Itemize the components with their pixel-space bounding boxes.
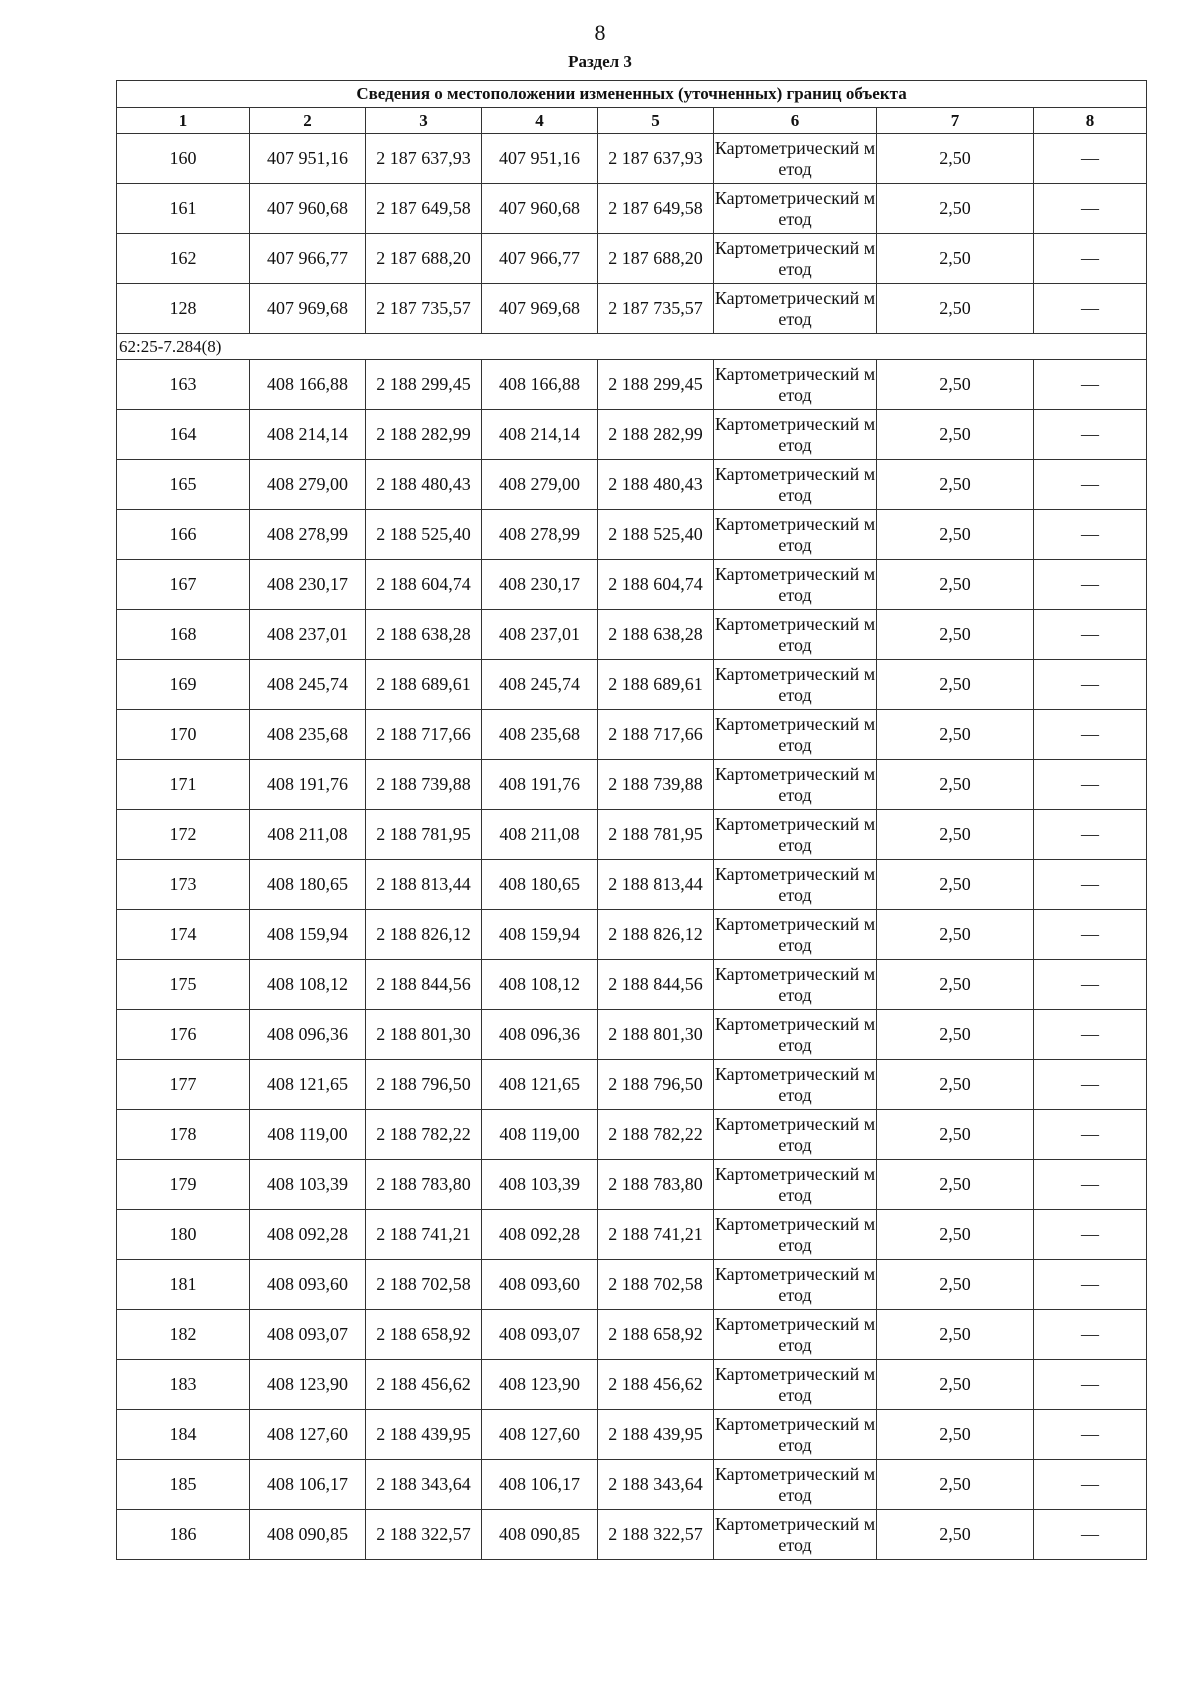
new-x-cell: 408 092,28: [482, 1210, 598, 1260]
new-y-cell: 2 188 813,44: [598, 860, 714, 910]
method-cell: [714, 910, 877, 960]
description-cell: —: [1034, 860, 1147, 910]
old-y-cell: 2 188 783,80: [366, 1160, 482, 1210]
table-row: [117, 1460, 1147, 1510]
accuracy-cell: 2,50: [877, 360, 1034, 410]
new-x-cell: 407 966,77: [482, 234, 598, 284]
new-x-cell: 408 121,65: [482, 1060, 598, 1110]
new-x-cell: 408 230,17: [482, 560, 598, 610]
method-cell: [714, 710, 877, 760]
old-y-cell: 2 188 801,30: [366, 1010, 482, 1060]
accuracy-cell: 2,50: [877, 1210, 1034, 1260]
column-header: 2: [250, 108, 366, 134]
point-number-cell: 178: [117, 1110, 250, 1160]
point-number-cell: 162: [117, 234, 250, 284]
method-text: Картометрический метод: [714, 1213, 876, 1255]
new-x-cell: 408 159,94: [482, 910, 598, 960]
point-number-cell: 168: [117, 610, 250, 660]
table-row: [117, 1510, 1147, 1560]
new-x-cell: 408 278,99: [482, 510, 598, 560]
new-y-cell: 2 188 781,95: [598, 810, 714, 860]
description-cell: —: [1034, 810, 1147, 860]
description-cell: —: [1034, 960, 1147, 1010]
description-cell: —: [1034, 610, 1147, 660]
point-number-cell: 184: [117, 1410, 250, 1460]
method-cell: [714, 1110, 877, 1160]
method-cell: [714, 1010, 877, 1060]
accuracy-cell: 2,50: [877, 134, 1034, 184]
method-cell: [714, 360, 877, 410]
description-cell: —: [1034, 760, 1147, 810]
old-x-cell: 408 106,17: [250, 1460, 366, 1510]
old-y-cell: 2 187 688,20: [366, 234, 482, 284]
new-y-cell: 2 187 649,58: [598, 184, 714, 234]
old-x-cell: 408 237,01: [250, 610, 366, 660]
method-text: Картометрический метод: [714, 563, 876, 605]
old-y-cell: 2 188 480,43: [366, 460, 482, 510]
method-text: Картометрический метод: [714, 1163, 876, 1205]
old-x-cell: 408 119,00: [250, 1110, 366, 1160]
new-y-cell: 2 188 741,21: [598, 1210, 714, 1260]
table-caption-row: [117, 81, 1147, 108]
method-cell: [714, 1260, 877, 1310]
old-x-cell: 407 966,77: [250, 234, 366, 284]
method-text: Картометрический метод: [714, 1313, 876, 1355]
method-cell: [714, 1060, 877, 1110]
table-row: [117, 134, 1147, 184]
point-number-cell: 175: [117, 960, 250, 1010]
point-number-cell: 173: [117, 860, 250, 910]
method-text: Картометрический метод: [714, 1113, 876, 1155]
method-text: Картометрический метод: [714, 137, 876, 179]
table-row: [117, 184, 1147, 234]
method-text: Картометрический метод: [714, 287, 876, 329]
accuracy-cell: 2,50: [877, 960, 1034, 1010]
method-cell: [714, 1160, 877, 1210]
new-x-cell: 408 180,65: [482, 860, 598, 910]
new-y-cell: 2 188 826,12: [598, 910, 714, 960]
point-number-cell: 163: [117, 360, 250, 410]
new-x-cell: 408 123,90: [482, 1360, 598, 1410]
old-y-cell: 2 188 604,74: [366, 560, 482, 610]
new-x-cell: 408 093,07: [482, 1310, 598, 1360]
accuracy-cell: 2,50: [877, 810, 1034, 860]
description-cell: —: [1034, 234, 1147, 284]
page-number: 8: [594, 20, 606, 45]
method-cell: [714, 410, 877, 460]
table-row: [117, 1310, 1147, 1360]
new-y-cell: 2 188 322,57: [598, 1510, 714, 1560]
table-row: [117, 1160, 1147, 1210]
new-y-cell: 2 188 343,64: [598, 1460, 714, 1510]
old-x-cell: 408 093,07: [250, 1310, 366, 1360]
old-y-cell: 2 188 741,21: [366, 1210, 482, 1260]
table-row: [117, 1060, 1147, 1110]
old-x-cell: 408 214,14: [250, 410, 366, 460]
point-number-cell: 183: [117, 1360, 250, 1410]
table-row: [117, 760, 1147, 810]
point-number-cell: 172: [117, 810, 250, 860]
new-x-cell: 408 237,01: [482, 610, 598, 660]
table-row: [117, 560, 1147, 610]
method-cell: [714, 810, 877, 860]
new-y-cell: 2 188 658,92: [598, 1310, 714, 1360]
old-x-cell: 408 180,65: [250, 860, 366, 910]
new-y-cell: 2 187 637,93: [598, 134, 714, 184]
new-y-cell: 2 188 456,62: [598, 1360, 714, 1410]
accuracy-cell: 2,50: [877, 510, 1034, 560]
old-x-cell: 408 235,68: [250, 710, 366, 760]
new-x-cell: 408 191,76: [482, 760, 598, 810]
point-number-cell: 186: [117, 1510, 250, 1560]
description-cell: —: [1034, 710, 1147, 760]
point-number-cell: 177: [117, 1060, 250, 1110]
method-cell: [714, 1510, 877, 1560]
accuracy-cell: 2,50: [877, 760, 1034, 810]
column-header: 3: [366, 108, 482, 134]
column-header: 5: [598, 108, 714, 134]
method-cell: [714, 610, 877, 660]
description-cell: —: [1034, 1510, 1147, 1560]
description-cell: —: [1034, 660, 1147, 710]
table-caption: Сведения о местоположении измененных (уточненных) границ объекта: [117, 81, 1147, 108]
old-x-cell: 407 960,68: [250, 184, 366, 234]
column-header: 1: [117, 108, 250, 134]
method-cell: [714, 510, 877, 560]
old-x-cell: 407 951,16: [250, 134, 366, 184]
method-text: Картометрический метод: [714, 187, 876, 229]
accuracy-cell: 2,50: [877, 184, 1034, 234]
method-text: Картометрический метод: [714, 763, 876, 805]
method-text: Картометрический метод: [714, 1013, 876, 1055]
table-row: [117, 1010, 1147, 1060]
table-row: [117, 234, 1147, 284]
old-y-cell: 2 188 658,92: [366, 1310, 482, 1360]
old-y-cell: 2 188 638,28: [366, 610, 482, 660]
section-title: Раздел 3: [568, 52, 632, 71]
new-x-cell: 408 127,60: [482, 1410, 598, 1460]
column-header-row: [117, 108, 1147, 134]
accuracy-cell: 2,50: [877, 710, 1034, 760]
method-text: Картометрический метод: [714, 713, 876, 755]
old-y-cell: 2 187 637,93: [366, 134, 482, 184]
description-cell: —: [1034, 1160, 1147, 1210]
description-cell: —: [1034, 1210, 1147, 1260]
old-y-cell: 2 188 282,99: [366, 410, 482, 460]
new-y-cell: 2 188 282,99: [598, 410, 714, 460]
accuracy-cell: 2,50: [877, 234, 1034, 284]
table-row: [117, 460, 1147, 510]
method-cell: [714, 1410, 877, 1460]
table-row: [117, 960, 1147, 1010]
column-header: 8: [1034, 108, 1147, 134]
accuracy-cell: 2,50: [877, 1510, 1034, 1560]
method-cell: [714, 860, 877, 910]
point-number-cell: 179: [117, 1160, 250, 1210]
new-y-cell: 2 187 688,20: [598, 234, 714, 284]
new-y-cell: 2 188 689,61: [598, 660, 714, 710]
new-x-cell: 408 166,88: [482, 360, 598, 410]
new-y-cell: 2 188 604,74: [598, 560, 714, 610]
old-y-cell: 2 188 826,12: [366, 910, 482, 960]
description-cell: —: [1034, 460, 1147, 510]
new-y-cell: 2 188 844,56: [598, 960, 714, 1010]
accuracy-cell: 2,50: [877, 1010, 1034, 1060]
new-x-cell: 408 108,12: [482, 960, 598, 1010]
old-x-cell: 408 108,12: [250, 960, 366, 1010]
table-row: [117, 860, 1147, 910]
new-y-cell: 2 188 702,58: [598, 1260, 714, 1310]
table-row: [117, 1410, 1147, 1460]
accuracy-cell: 2,50: [877, 1410, 1034, 1460]
table-row: [117, 910, 1147, 960]
method-text: Картометрический метод: [714, 863, 876, 905]
new-y-cell: 2 188 439,95: [598, 1410, 714, 1460]
method-cell: [714, 760, 877, 810]
old-x-cell: 408 092,28: [250, 1210, 366, 1260]
method-cell: [714, 660, 877, 710]
method-text: Картометрический метод: [714, 1463, 876, 1505]
method-cell: [714, 1210, 877, 1260]
new-y-cell: 2 188 801,30: [598, 1010, 714, 1060]
new-y-cell: 2 188 299,45: [598, 360, 714, 410]
method-cell: [714, 1310, 877, 1360]
method-cell: [714, 1360, 877, 1410]
table-row: [117, 1360, 1147, 1410]
old-x-cell: 408 211,08: [250, 810, 366, 860]
table-row: [117, 710, 1147, 760]
method-text: Картометрический метод: [714, 1413, 876, 1455]
new-y-cell: 2 188 782,22: [598, 1110, 714, 1160]
table-row: [117, 284, 1147, 334]
table-row: [117, 810, 1147, 860]
old-y-cell: 2 187 649,58: [366, 184, 482, 234]
new-y-cell: 2 188 739,88: [598, 760, 714, 810]
method-cell: [714, 1460, 877, 1510]
description-cell: —: [1034, 1010, 1147, 1060]
method-cell: [714, 460, 877, 510]
method-text: Картометрический метод: [714, 963, 876, 1005]
new-x-cell: 407 969,68: [482, 284, 598, 334]
old-y-cell: 2 188 439,95: [366, 1410, 482, 1460]
method-cell: [714, 184, 877, 234]
description-cell: —: [1034, 1460, 1147, 1510]
old-x-cell: 408 127,60: [250, 1410, 366, 1460]
method-text: Картометрический метод: [714, 813, 876, 855]
description-cell: —: [1034, 134, 1147, 184]
point-number-cell: 164: [117, 410, 250, 460]
point-number-cell: 181: [117, 1260, 250, 1310]
new-x-cell: 408 211,08: [482, 810, 598, 860]
old-x-cell: 408 090,85: [250, 1510, 366, 1560]
column-header: 6: [714, 108, 877, 134]
new-y-cell: 2 188 796,50: [598, 1060, 714, 1110]
old-y-cell: 2 188 782,22: [366, 1110, 482, 1160]
description-cell: —: [1034, 1310, 1147, 1360]
new-x-cell: 407 960,68: [482, 184, 598, 234]
point-number-cell: 166: [117, 510, 250, 560]
description-cell: —: [1034, 1410, 1147, 1460]
accuracy-cell: 2,50: [877, 1060, 1034, 1110]
method-cell: [714, 560, 877, 610]
point-number-cell: 180: [117, 1210, 250, 1260]
accuracy-cell: 2,50: [877, 460, 1034, 510]
table-row: [117, 1210, 1147, 1260]
old-x-cell: 408 123,90: [250, 1360, 366, 1410]
point-number-cell: 174: [117, 910, 250, 960]
old-y-cell: 2 188 781,95: [366, 810, 482, 860]
accuracy-cell: 2,50: [877, 1260, 1034, 1310]
new-x-cell: 407 951,16: [482, 134, 598, 184]
accuracy-cell: 2,50: [877, 1460, 1034, 1510]
new-x-cell: 408 103,39: [482, 1160, 598, 1210]
new-x-cell: 408 093,60: [482, 1260, 598, 1310]
new-x-cell: 408 096,36: [482, 1010, 598, 1060]
new-x-cell: 408 119,00: [482, 1110, 598, 1160]
method-text: Картометрический метод: [714, 1363, 876, 1405]
old-y-cell: 2 188 343,64: [366, 1460, 482, 1510]
description-cell: —: [1034, 284, 1147, 334]
new-x-cell: 408 235,68: [482, 710, 598, 760]
old-x-cell: 408 103,39: [250, 1160, 366, 1210]
old-x-cell: 408 093,60: [250, 1260, 366, 1310]
old-x-cell: 408 166,88: [250, 360, 366, 410]
new-y-cell: 2 187 735,57: [598, 284, 714, 334]
description-cell: —: [1034, 910, 1147, 960]
point-number-cell: 161: [117, 184, 250, 234]
old-y-cell: 2 188 299,45: [366, 360, 482, 410]
new-x-cell: 408 279,00: [482, 460, 598, 510]
method-cell: [714, 960, 877, 1010]
old-x-cell: 408 096,36: [250, 1010, 366, 1060]
old-y-cell: 2 188 689,61: [366, 660, 482, 710]
old-x-cell: 408 159,94: [250, 910, 366, 960]
old-x-cell: 408 121,65: [250, 1060, 366, 1110]
point-number-cell: 165: [117, 460, 250, 510]
boundary-coordinates-table: [116, 80, 1147, 1560]
method-text: Картометрический метод: [714, 237, 876, 279]
point-number-cell: 170: [117, 710, 250, 760]
accuracy-cell: 2,50: [877, 910, 1034, 960]
description-cell: —: [1034, 410, 1147, 460]
old-y-cell: 2 188 813,44: [366, 860, 482, 910]
accuracy-cell: 2,50: [877, 284, 1034, 334]
description-cell: —: [1034, 1260, 1147, 1310]
old-x-cell: 407 969,68: [250, 284, 366, 334]
new-x-cell: 408 214,14: [482, 410, 598, 460]
method-text: Картометрический метод: [714, 413, 876, 455]
old-y-cell: 2 188 717,66: [366, 710, 482, 760]
accuracy-cell: 2,50: [877, 660, 1034, 710]
method-text: Картометрический метод: [714, 1263, 876, 1305]
method-text: Картометрический метод: [714, 613, 876, 655]
table-row: [117, 660, 1147, 710]
point-number-cell: 176: [117, 1010, 250, 1060]
table-row: [117, 510, 1147, 560]
new-x-cell: 408 090,85: [482, 1510, 598, 1560]
new-y-cell: 2 188 783,80: [598, 1160, 714, 1210]
method-cell: [714, 234, 877, 284]
new-x-cell: 408 106,17: [482, 1460, 598, 1510]
description-cell: —: [1034, 1360, 1147, 1410]
description-cell: —: [1034, 184, 1147, 234]
point-number-cell: 128: [117, 284, 250, 334]
description-cell: —: [1034, 1110, 1147, 1160]
new-y-cell: 2 188 480,43: [598, 460, 714, 510]
method-text: Картометрический метод: [714, 1513, 876, 1555]
table-row: [117, 1260, 1147, 1310]
old-y-cell: 2 188 739,88: [366, 760, 482, 810]
method-text: Картометрический метод: [714, 663, 876, 705]
description-cell: —: [1034, 360, 1147, 410]
accuracy-cell: 2,50: [877, 1310, 1034, 1360]
new-y-cell: 2 188 638,28: [598, 610, 714, 660]
old-y-cell: 2 188 456,62: [366, 1360, 482, 1410]
table-row: [117, 410, 1147, 460]
table-group-row: [117, 334, 1147, 360]
point-number-cell: 169: [117, 660, 250, 710]
column-header: 7: [877, 108, 1034, 134]
description-cell: —: [1034, 510, 1147, 560]
accuracy-cell: 2,50: [877, 1360, 1034, 1410]
method-text: Картометрический метод: [714, 913, 876, 955]
method-cell: [714, 284, 877, 334]
old-y-cell: 2 188 322,57: [366, 1510, 482, 1560]
old-x-cell: 408 191,76: [250, 760, 366, 810]
old-y-cell: 2 188 702,58: [366, 1260, 482, 1310]
column-header: 4: [482, 108, 598, 134]
method-cell: [714, 134, 877, 184]
old-y-cell: 2 188 525,40: [366, 510, 482, 560]
accuracy-cell: 2,50: [877, 410, 1034, 460]
old-x-cell: 408 279,00: [250, 460, 366, 510]
group-label: 62:25-7.284(8): [117, 334, 1147, 360]
description-cell: —: [1034, 560, 1147, 610]
table-row: [117, 360, 1147, 410]
new-y-cell: 2 188 525,40: [598, 510, 714, 560]
table-row: [117, 610, 1147, 660]
description-cell: —: [1034, 1060, 1147, 1110]
new-x-cell: 408 245,74: [482, 660, 598, 710]
point-number-cell: 171: [117, 760, 250, 810]
accuracy-cell: 2,50: [877, 1110, 1034, 1160]
method-text: Картометрический метод: [714, 363, 876, 405]
table-row: [117, 1110, 1147, 1160]
accuracy-cell: 2,50: [877, 860, 1034, 910]
point-number-cell: 160: [117, 134, 250, 184]
point-number-cell: 182: [117, 1310, 250, 1360]
old-x-cell: 408 230,17: [250, 560, 366, 610]
method-text: Картометрический метод: [714, 463, 876, 505]
old-y-cell: 2 187 735,57: [366, 284, 482, 334]
old-y-cell: 2 188 796,50: [366, 1060, 482, 1110]
accuracy-cell: 2,50: [877, 610, 1034, 660]
old-x-cell: 408 245,74: [250, 660, 366, 710]
old-y-cell: 2 188 844,56: [366, 960, 482, 1010]
accuracy-cell: 2,50: [877, 1160, 1034, 1210]
method-text: Картометрический метод: [714, 513, 876, 555]
point-number-cell: 185: [117, 1460, 250, 1510]
old-x-cell: 408 278,99: [250, 510, 366, 560]
method-text: Картометрический метод: [714, 1063, 876, 1105]
new-y-cell: 2 188 717,66: [598, 710, 714, 760]
accuracy-cell: 2,50: [877, 560, 1034, 610]
point-number-cell: 167: [117, 560, 250, 610]
